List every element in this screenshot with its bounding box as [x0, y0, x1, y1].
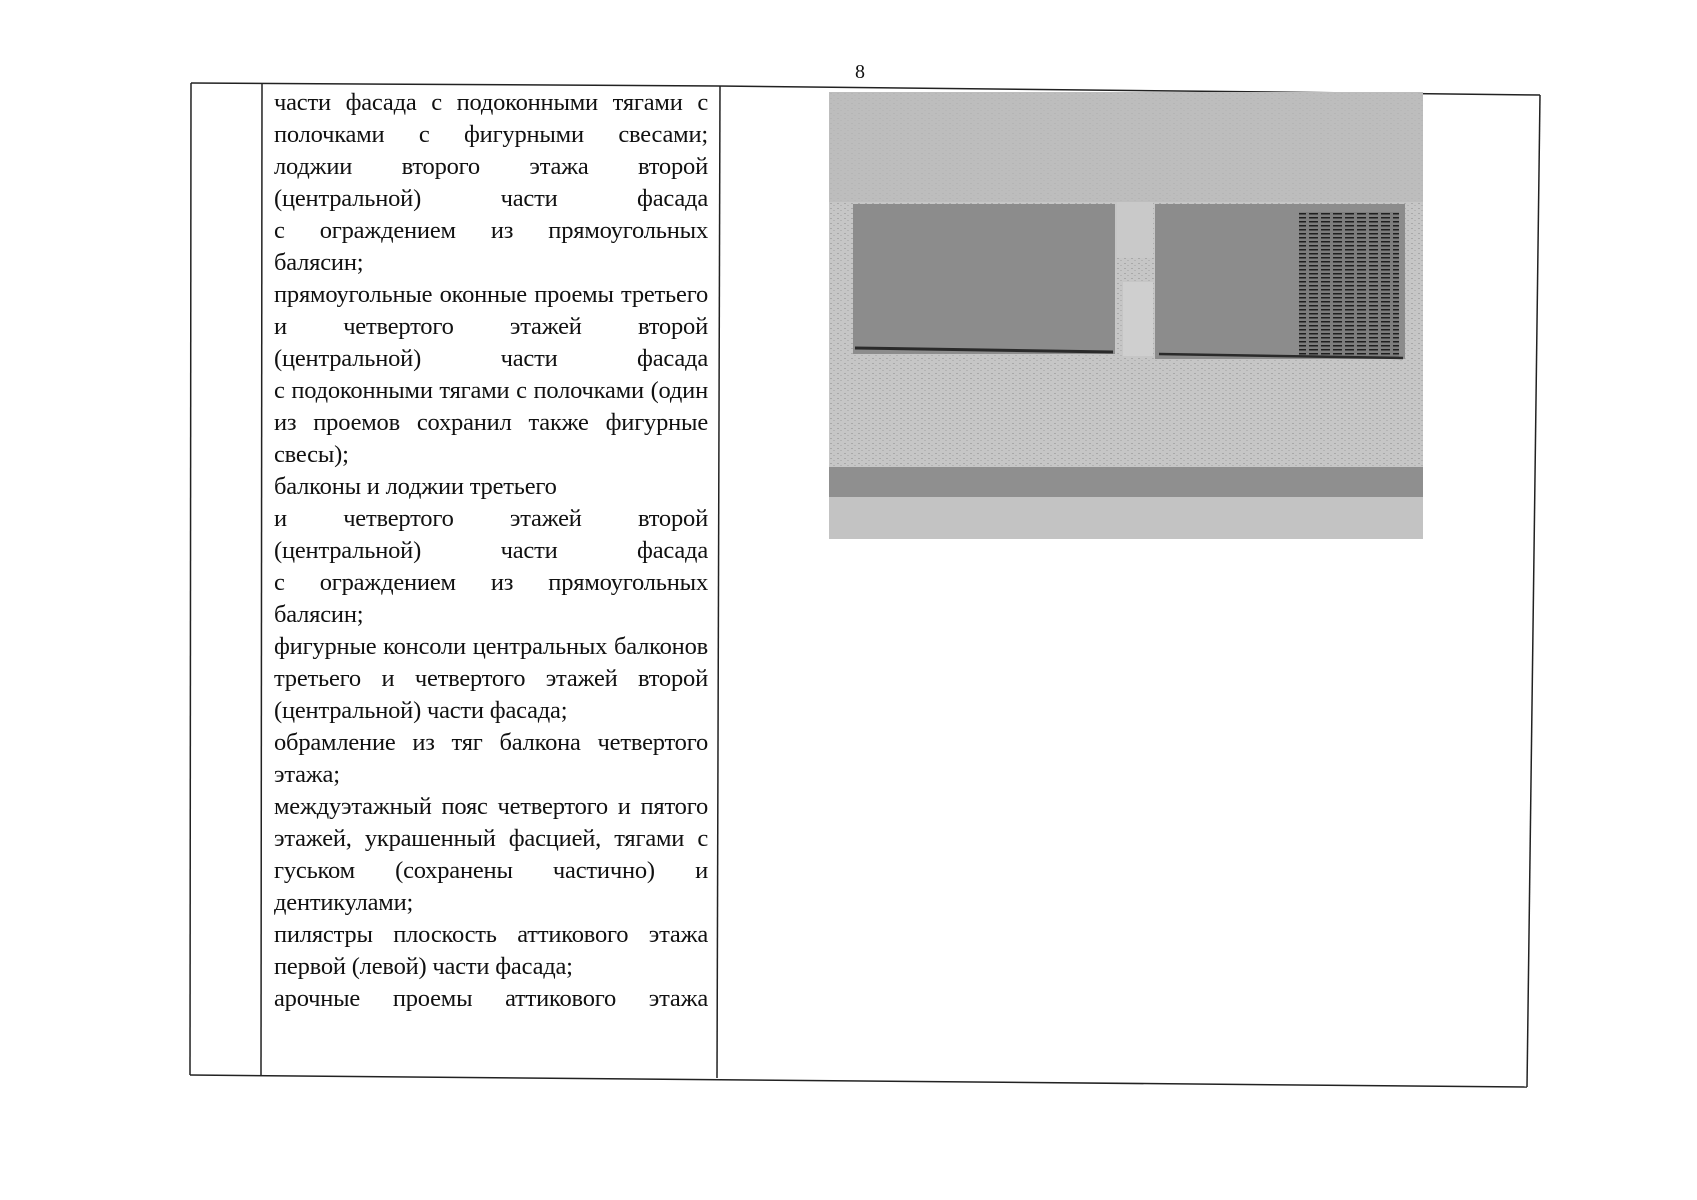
text-entry: прямоугольные оконные проемы третьего и четвертого этажей второй (центральной) части фасада	[274, 281, 708, 372]
text-entry: и четвертого этажей второй (центральной) части фасада	[274, 505, 708, 564]
text-entry: с ограждением из прямоугольных балясин;	[274, 217, 708, 276]
text-entry: арочные проемы аттикового этажа	[274, 985, 708, 1012]
text-entry: междуэтажный пояс четвертого и пятого этажей, украшенный фасцией, тягами с гуськом (сохранены частично) и дентикулами;	[274, 793, 708, 916]
photo-center-pillar-lower	[1123, 282, 1153, 356]
photo-bottom-strip	[829, 497, 1423, 539]
text-entry: обрамление из тяг балкона четвертого этажа;	[274, 729, 708, 788]
table-bottom-border	[190, 1075, 1527, 1087]
table-top-border-left	[191, 83, 718, 86]
facade-photo-icon	[829, 92, 1423, 539]
text-entry: с ограждением из прямоугольных балясин;	[274, 569, 708, 628]
page-number: 8	[855, 61, 865, 83]
text-entry: лоджии второго этажа второй (центральной) части фасада	[274, 153, 708, 212]
photo-right-panel-streaks	[1299, 212, 1399, 357]
photo-left-panel	[853, 204, 1115, 354]
text-entry: пилястры плоскость аттикового этажа первой (левой) части фасада;	[274, 921, 708, 980]
photo-middle-area	[829, 360, 1423, 460]
column-divider-1	[261, 84, 262, 1076]
text-entry: фигурные консоли центральных балконов третьего и четвертого этажей второй (центральной) части фасада;	[274, 633, 708, 724]
text-entry: балконы и лоджии третьего	[274, 473, 557, 500]
description-column	[274, 87, 708, 1015]
text-entry: части фасада с подоконными тягами с полочками с фигурными свесами;	[274, 89, 708, 148]
table-right-border	[1527, 95, 1540, 1087]
column-divider-2	[717, 86, 720, 1078]
photo-top-band	[829, 92, 1423, 202]
photo-bottom-band	[829, 467, 1423, 497]
facade-photo-image	[829, 92, 1423, 539]
photo-center-pillar	[1117, 202, 1153, 258]
text-entry: с подоконными тягами с полочками (один из проемов сохранил также фигурные свесы);	[274, 377, 708, 468]
table-left-border	[190, 83, 191, 1075]
